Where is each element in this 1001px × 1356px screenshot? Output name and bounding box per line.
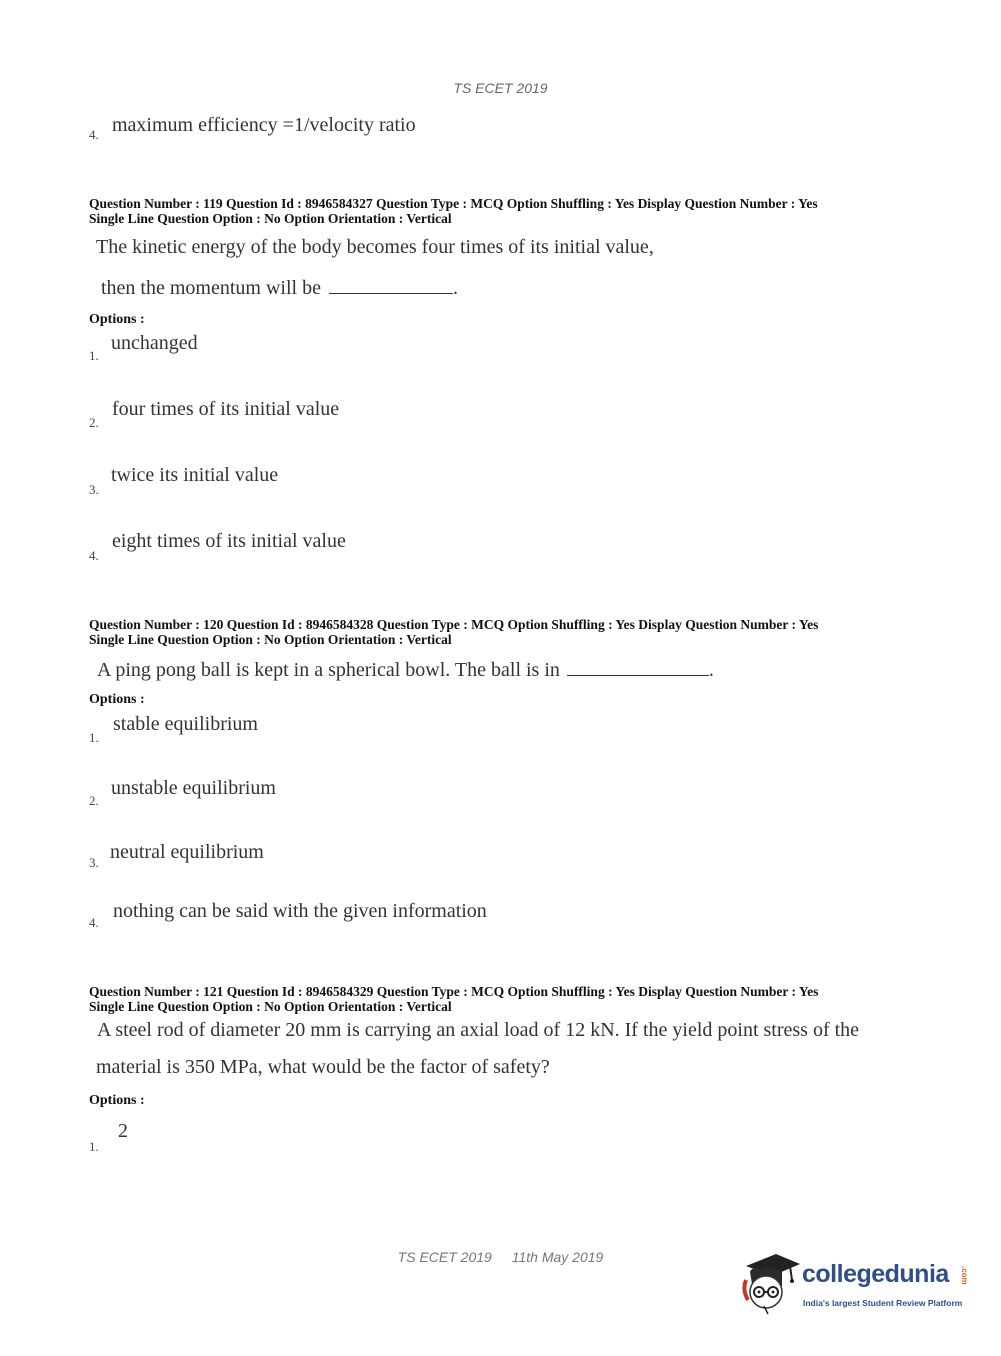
option-number: 4.	[89, 915, 99, 930]
logo-suffix: .com	[960, 1266, 969, 1285]
option-number: 3.	[89, 855, 99, 870]
option-text: 2	[118, 1120, 128, 1142]
footer-date: 11th May 2019	[511, 1249, 604, 1265]
option-number: 3.	[89, 482, 99, 497]
question-text-line1-main: A ping pong ball is kept in a spherical bowl. The ball is in	[97, 659, 560, 681]
logo-wordmark: collegedunia	[802, 1260, 949, 1288]
option-text: unstable equilibrium	[111, 777, 276, 799]
question-text-line1-end: .	[708, 659, 714, 681]
option-number: 2.	[89, 793, 99, 808]
options-label: Options :	[89, 692, 145, 707]
question-meta-line1: Question Number : 120 Question Id : 8946584328 Question Type : MCQ Option Shuffling : Yes Display Question Number : Yes	[89, 617, 819, 632]
question-meta-line2: Single Line Question Option : No Option Orientation : Vertical	[89, 632, 452, 647]
option-text: nothing can be said with the given information	[113, 900, 487, 922]
answer-blank	[329, 275, 453, 294]
question-meta-line1: Question Number : 121 Question Id : 8946584329 Question Type : MCQ Option Shuffling : Yes Display Question Number : Yes	[89, 984, 819, 999]
option-text: twice its initial value	[111, 464, 279, 486]
question-meta-line2: Single Line Question Option : No Option Orientation : Vertical	[89, 211, 452, 226]
footer-exam: TS ECET 2019	[397, 1249, 492, 1265]
question-text-line1: A steel rod of diameter 20 mm is carrying an axial load of 12 kN. If the yield point stress of the	[97, 1019, 860, 1041]
question-meta-line1: Question Number : 119 Question Id : 8946584327 Question Type : MCQ Option Shuffling : Yes Display Question Number : Yes	[89, 196, 818, 211]
option-text: eight times of its initial value	[112, 530, 346, 552]
collegedunia-logo	[742, 1250, 982, 1316]
question-meta-line2: Single Line Question Option : No Option Orientation : Vertical	[89, 999, 452, 1014]
option-text: four times of its initial value	[112, 398, 340, 420]
options-label: Options :	[89, 1093, 145, 1108]
option-number: 1.	[89, 348, 99, 363]
option-number: 4.	[89, 548, 99, 563]
mascot-icon	[742, 1250, 802, 1316]
option-text: neutral equilibrium	[110, 841, 264, 863]
option-number: 1.	[89, 1139, 99, 1154]
question-text-line1	[97, 657, 714, 682]
question-text-line2-end: .	[452, 277, 458, 299]
question-text-line2	[101, 275, 458, 300]
option-text: unchanged	[111, 332, 198, 354]
question-text-line2-main: then the momentum will be	[101, 277, 321, 299]
answer-blank	[567, 657, 709, 676]
question-text-line1: The kinetic energy of the body becomes four times of its initial value,	[96, 236, 654, 258]
option-text: stable equilibrium	[113, 713, 258, 735]
page-header: TS ECET 2019	[453, 80, 548, 96]
option-number: 2.	[89, 415, 99, 430]
option-text: maximum efficiency =1/velocity ratio	[112, 114, 416, 136]
option-number: 1.	[89, 730, 99, 745]
logo-tagline: India's largest Student Review Platform	[803, 1298, 963, 1308]
option-number: 4.	[89, 127, 99, 142]
options-label: Options :	[89, 312, 145, 327]
question-text-line2: material is 350 MPa, what would be the factor of safety?	[96, 1056, 550, 1078]
